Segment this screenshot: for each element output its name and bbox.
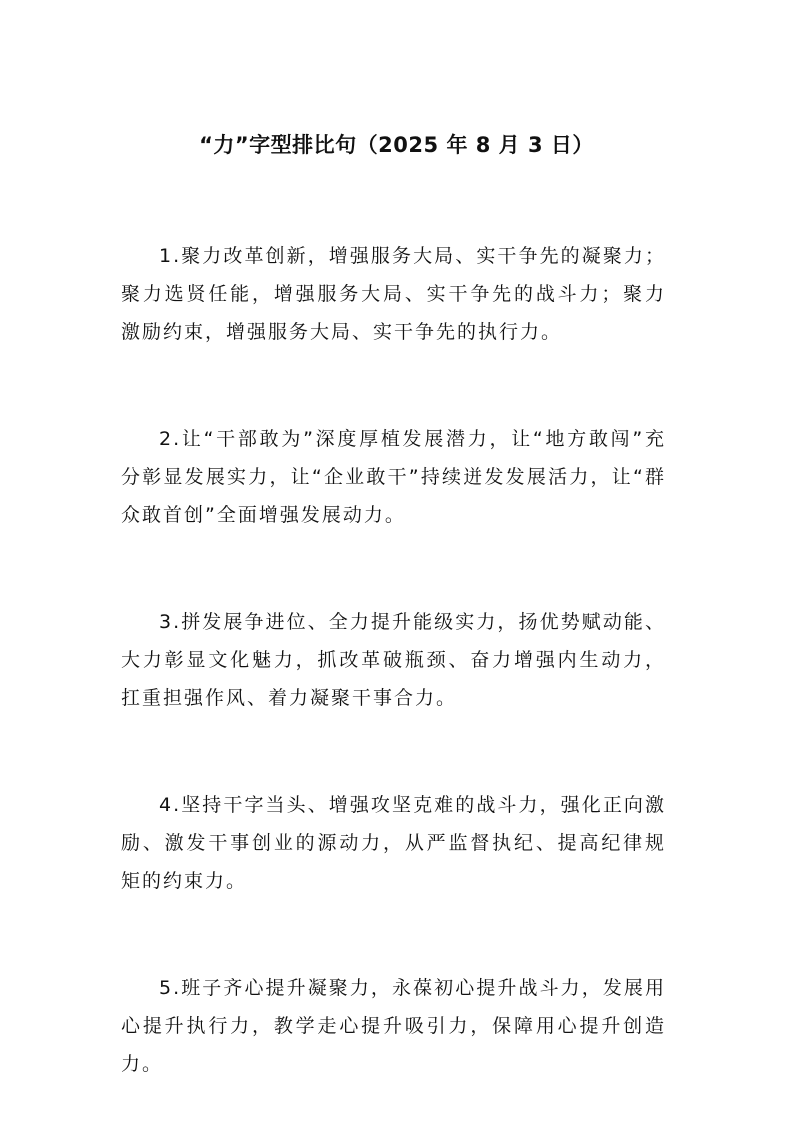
paragraph-3: 3.拼发展争进位、全力提升能级实力，扬优势赋动能、大力彰显文化魅力，抓改革破瓶颈、奋力增强内生动力，扛重担强作风、着力凝聚干事合力。 [121, 611, 666, 709]
paragraph-5: 5.班子齐心提升凝聚力，永葆初心提升战斗力，发展用心提升执行力，教学走心提升吸引力，保障用心提升创造力。 [121, 977, 666, 1075]
document-body [121, 237, 666, 1083]
paragraph-1: 1.聚力改革创新，增强服务大局、实干争先的凝聚力；聚力选贤任能，增强服务大局、实干争先的战斗力；聚力激励约束，增强服务大局、实干争先的执行力。 [121, 245, 666, 343]
paragraph-2: 2.让“干部敢为”深度厚植发展潜力，让“地方敢闯”充分彰显发展实力，让“企业敢干”持续迸发发展活力，让“群众敢首创”全面增强发展动力。 [121, 428, 666, 526]
document-title: “力”字型排比句（2025 年 8 月 3 日） [199, 133, 594, 157]
paragraph-4: 4.坚持干字当头、增强攻坚克难的战斗力，强化正向激励、激发干事创业的源动力，从严监督执纪、提高纪律规矩的约束力。 [121, 794, 666, 892]
